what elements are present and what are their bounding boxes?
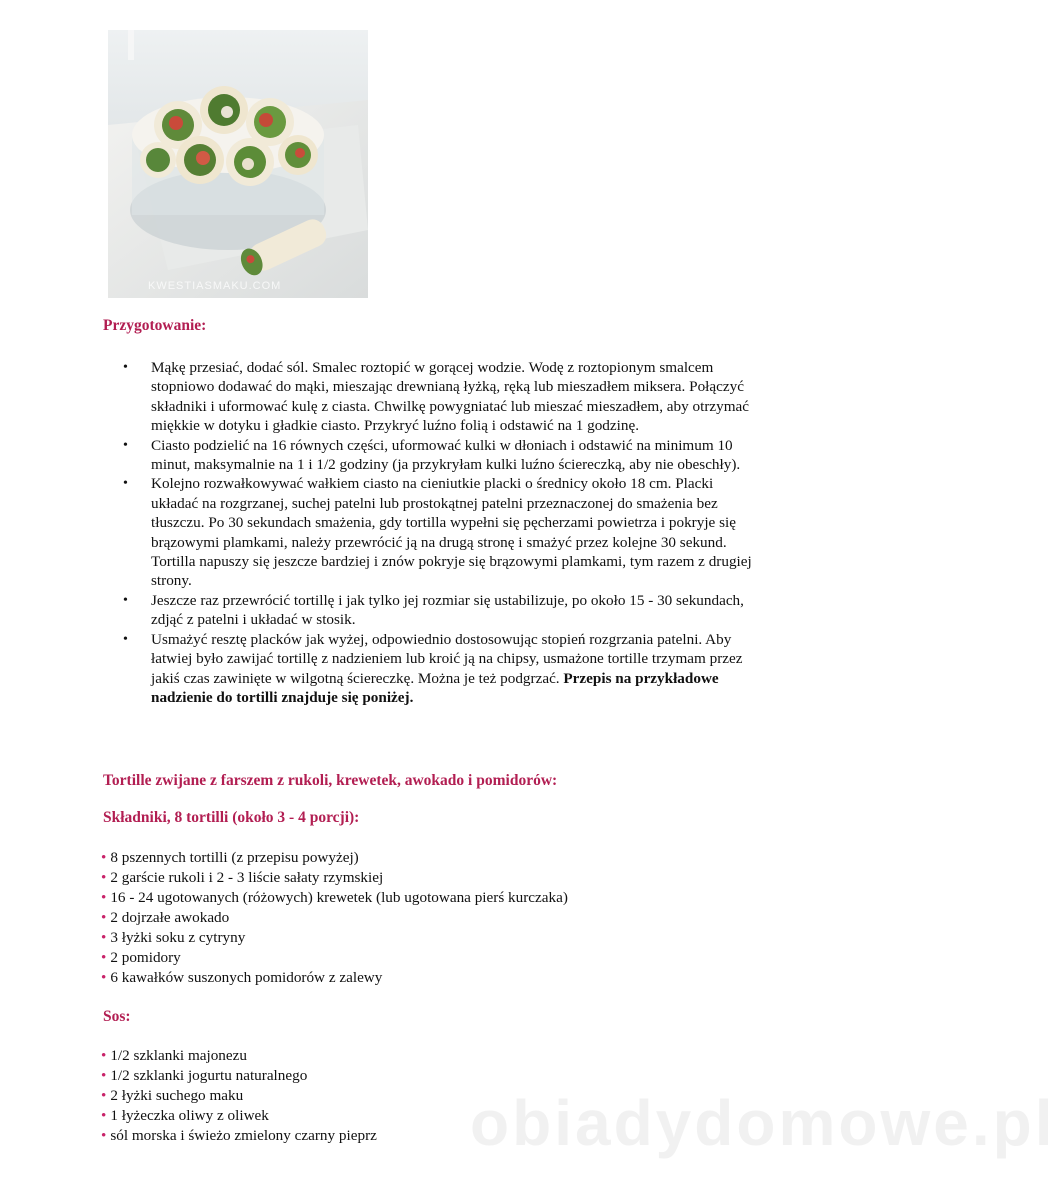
list-item [103,630,763,708]
step-text: Jeszcze raz przewrócić tortillę i jak tylko jej rozmiar się ustabilizuje, po około 15 - 30 sekundach, zdjąć z patelni i układać w stosik. [151,591,744,629]
list-item [101,968,568,988]
ingredients-heading: Składniki, 8 tortilli (około 3 - 4 porcji): [103,809,360,826]
list-item [103,591,763,630]
sauce-ingredient-text: 2 łyżki suchego maku [110,1087,244,1104]
list-item [103,474,763,590]
bullet: • [101,1047,107,1064]
list-item [101,948,568,968]
ingredient-text: 2 pomidory [110,949,181,966]
ingredients-list [101,848,568,988]
list-item [101,928,568,948]
bullet: • [101,1067,107,1084]
bullet: • [123,631,128,647]
sauce-ingredient-text: 1 łyżeczka oliwy z oliwek [110,1107,269,1124]
photo-watermark: KWESTIASMAKU.COM [148,280,282,292]
bullet: • [123,476,128,492]
site-watermark: obiadydomowe.pl [470,1087,1055,1159]
bullet: • [101,909,107,926]
bullet: • [101,889,107,906]
ingredient-text: 2 dojrzałe awokado [110,909,230,926]
list-item [101,888,568,908]
list-item [101,868,568,888]
bullet: • [101,869,107,886]
bullet: • [101,1087,107,1104]
list-item [101,1126,377,1146]
step-text: Usmażyć resztę placków jak wyżej, odpowiednio dostosowując stopień rozgrzania patelni. Aby łatwiej było zawijać tortillę z nadzieniem lub kroić ją na chipsy, usmażone tortille trzymam przez jakiś czas zawinięte w wilgotną ściereczkę. Można je też podgrzać. [151,630,743,687]
list-item [101,1086,377,1106]
bullet: • [101,1107,107,1124]
list-item [103,358,763,436]
ingredient-text: 2 garście rukoli i 2 - 3 liście sałaty rzymskiej [110,869,384,886]
step-text: Ciasto podzielić na 16 równych części, uformować kulki w dłoniach i odstawić na minimum 10 minut, maksymalnie na 1 i 1/2 godziny (ja przykryłam kulki luźno ściereczką, aby nie obeschły). [151,436,741,474]
ingredient-text: 16 - 24 ugotowanych (różowych) krewetek (lub ugotowana pierś kurczaka) [110,889,568,906]
bullet: • [101,1127,107,1144]
tortilla-bowl-illustration [108,30,368,298]
list-item [103,436,763,475]
bullet: • [101,969,107,986]
ingredient-text: 3 łyżki soku z cytryny [110,929,246,946]
sauce-list [101,1046,377,1146]
sauce-ingredient-text: 1/2 szklanki majonezu [110,1047,247,1064]
list-item [101,1106,377,1126]
preparation-steps [103,358,763,707]
bullet: • [123,592,128,608]
preparation-heading: Przygotowanie: [103,317,207,334]
ingredient-text: 8 pszennych tortilli (z przepisu powyżej) [110,849,359,866]
bullet: • [123,360,128,375]
bullet: • [101,929,107,946]
list-item [101,848,568,868]
bullet: • [123,437,128,453]
step-text: Kolejno rozwałkowywać wałkiem ciasto na cieniutkie placki o średnicy około 18 cm. Placki układać na rozgrzanej, suchej patelni lub prostokątnej patelni przeznaczonej do smażenia bez tłuszczu. Po 30 sekundach smażenia, gdy tortilla wypełni się pęcherzami powietrza i pokryje się brązowymi plamkami, należy przewrócić ją na drugą stronę i smażyć przez kolejne 30 sekund. Tortilla napuszy się jeszcze bardziej i znów pokryje się brązowymi plamkami, tym razem z drugiej strony. [151,475,752,590]
sauce-ingredient-text: 1/2 szklanki jogurtu naturalnego [110,1067,308,1084]
sauce-ingredient-text: sól morska i świeżo zmielony czarny pieprz [110,1127,377,1144]
step-bold-note: Przepis na przykładowe nadzienie do tortilli znajduje się poniżej. [151,669,719,706]
bullet: • [101,849,107,866]
ingredient-text: 6 kawałków suszonych pomidorów z zalewy [110,969,383,986]
list-item [101,908,568,928]
bullet: • [101,949,107,966]
list-item [101,1066,377,1086]
list-item [101,1046,377,1066]
recipe-photo [108,30,368,298]
step-text: Mąkę przesiać, dodać sól. Smalec roztopić w gorącej wodzie. Wodę z roztopionym smalcem stopniowo dodawać do mąki, mieszając drewnianą łyżką, ręką lub mieszadłem miksera. Połączyć składniki i uformować kulę z ciasta. Chwilkę powygniatać lub mieszać mieszadłem, aby otrzymać miękkie w dotyku i gładkie ciasto. Przykryć luźno folią i odstawić na 1 godzinę. [151,359,750,435]
sauce-heading: Sos: [103,1008,131,1025]
recipe-title: Tortille zwijane z farszem z rukoli, krewetek, awokado i pomidorów: [103,772,558,789]
